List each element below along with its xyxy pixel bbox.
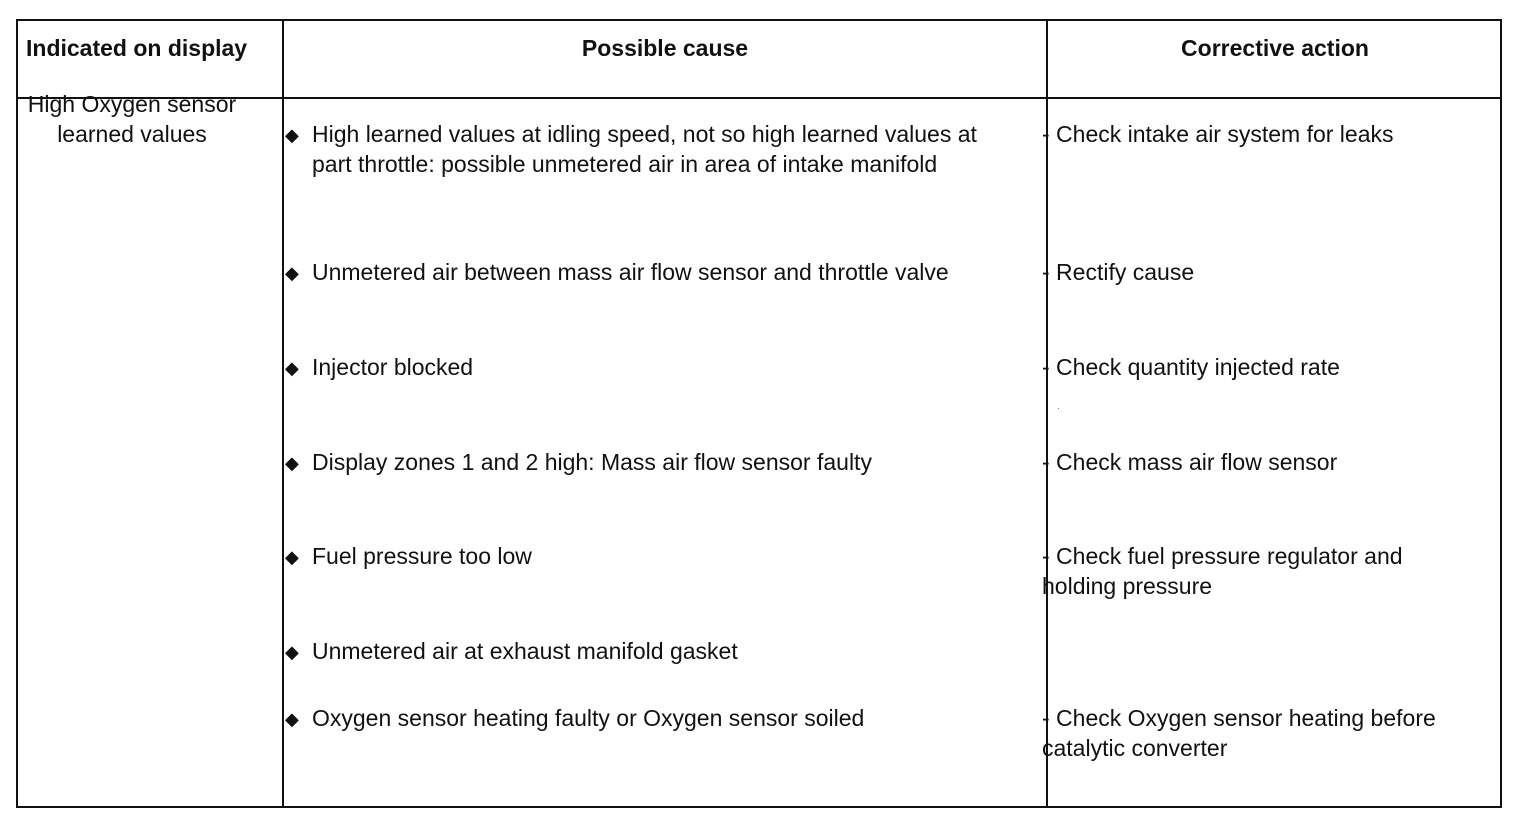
cause-text: Display zones 1 and 2 high: Mass air flow sensor faulty: [312, 449, 872, 475]
action-item: - Check Oxygen sensor heating before catalytic converter: [1042, 705, 1436, 761]
column-divider: [282, 21, 284, 806]
indicated-value: High Oxygen sensor learned values: [27, 91, 237, 147]
cause-item: [285, 448, 1012, 478]
action-item: - Check intake air system for leaks: [1042, 121, 1394, 147]
cause-item: [285, 637, 1012, 667]
action-item: - Check mass air flow sensor: [1042, 449, 1338, 475]
cause-item: [285, 353, 1012, 383]
action-item: - Rectify cause: [1042, 259, 1195, 285]
header-indicated-on-display: Indicated on display: [26, 35, 248, 61]
action-item: - Check fuel pressure regulator and holding pressure: [1042, 543, 1403, 599]
header-possible-cause: Possible cause: [581, 35, 749, 61]
cause-text: Injector blocked: [312, 354, 474, 380]
scan-speck: [1058, 408, 1059, 409]
cause-text: Fuel pressure too low: [312, 543, 532, 569]
diamond-bullet-icon: ◆: [285, 125, 299, 145]
cause-text: Unmetered air at exhaust manifold gasket: [312, 638, 738, 664]
diamond-bullet-icon: ◆: [285, 263, 299, 283]
diamond-bullet-icon: ◆: [285, 547, 299, 567]
action-item: - Check quantity injected rate: [1042, 354, 1340, 380]
diamond-bullet-icon: ◆: [285, 453, 299, 473]
diamond-bullet-icon: ◆: [285, 358, 299, 378]
cause-item: [285, 258, 1012, 288]
diamond-bullet-icon: ◆: [285, 709, 299, 729]
diamond-bullet-icon: ◆: [285, 642, 299, 662]
cause-item: [285, 704, 1012, 734]
cause-text: Unmetered air between mass air flow sensor and throttle valve: [312, 259, 949, 285]
cause-item: [285, 120, 1012, 179]
cause-item: [285, 542, 1012, 572]
cause-text: Oxygen sensor heating faulty or Oxygen sensor soiled: [312, 705, 865, 731]
header-corrective-action: Corrective action: [1181, 35, 1369, 61]
cause-text: High learned values at idling speed, not so high learned values at part throttle: possible unmetered air in area of intake manifold: [312, 121, 977, 177]
